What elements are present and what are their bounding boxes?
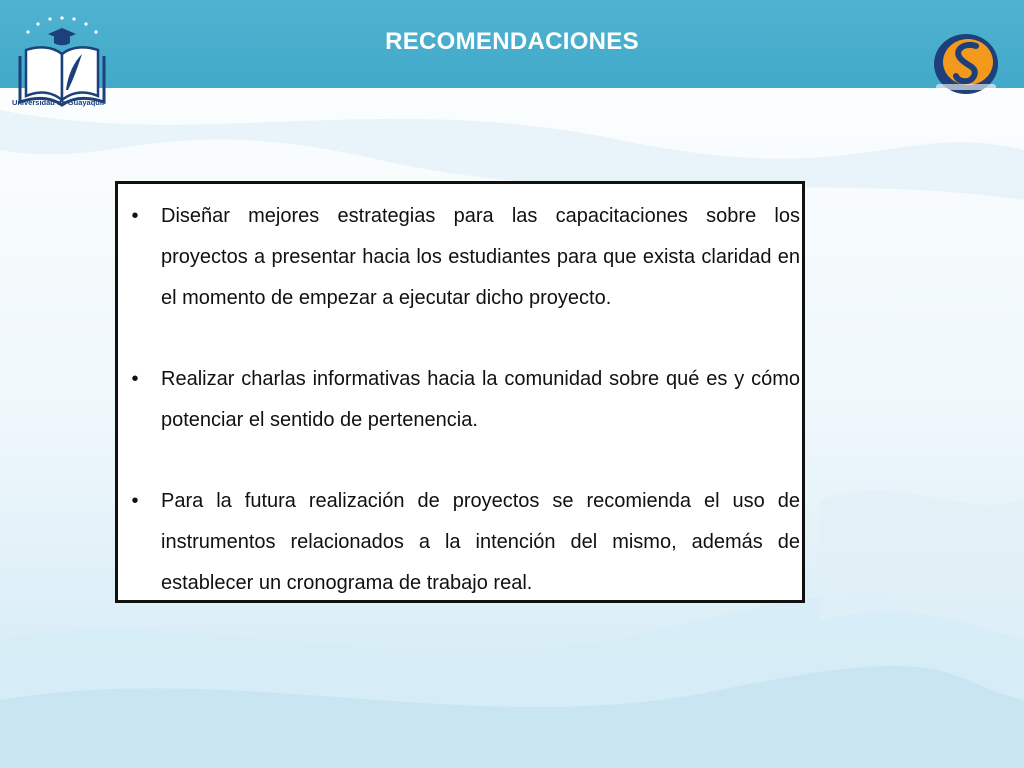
recommendation-text: Realizar charlas informativas hacia la comunidad sobre qué es y cómo potenciar el sentido de pertenencia.: [161, 368, 800, 431]
recommendation-text: Para la futura realización de proyectos se recomienda el uso de instrumentos relacionados a la intención del mismo, además de establecer un cronograma de trabajo real.: [161, 490, 800, 594]
list-item: [128, 481, 800, 604]
faculty-s-logo-icon: [928, 26, 1004, 98]
list-item: [128, 359, 800, 441]
bullet-icon: •: [131, 205, 139, 227]
bullet-icon: •: [131, 368, 139, 390]
page-title: RECOMENDACIONES: [385, 28, 639, 55]
list-item: [128, 196, 800, 319]
bullet-icon: •: [131, 490, 139, 512]
recommendations-list: [128, 196, 800, 604]
logo-caption: Universidad de Guayaquil: [11, 98, 105, 107]
recommendation-text: Diseñar mejores estrategias para las capacitaciones sobre los proyectos a presentar hacia los estudiantes para que exista claridad en el momento de empezar a ejecutar dicho proyecto.: [161, 205, 800, 309]
recommendations-box: [115, 181, 805, 603]
